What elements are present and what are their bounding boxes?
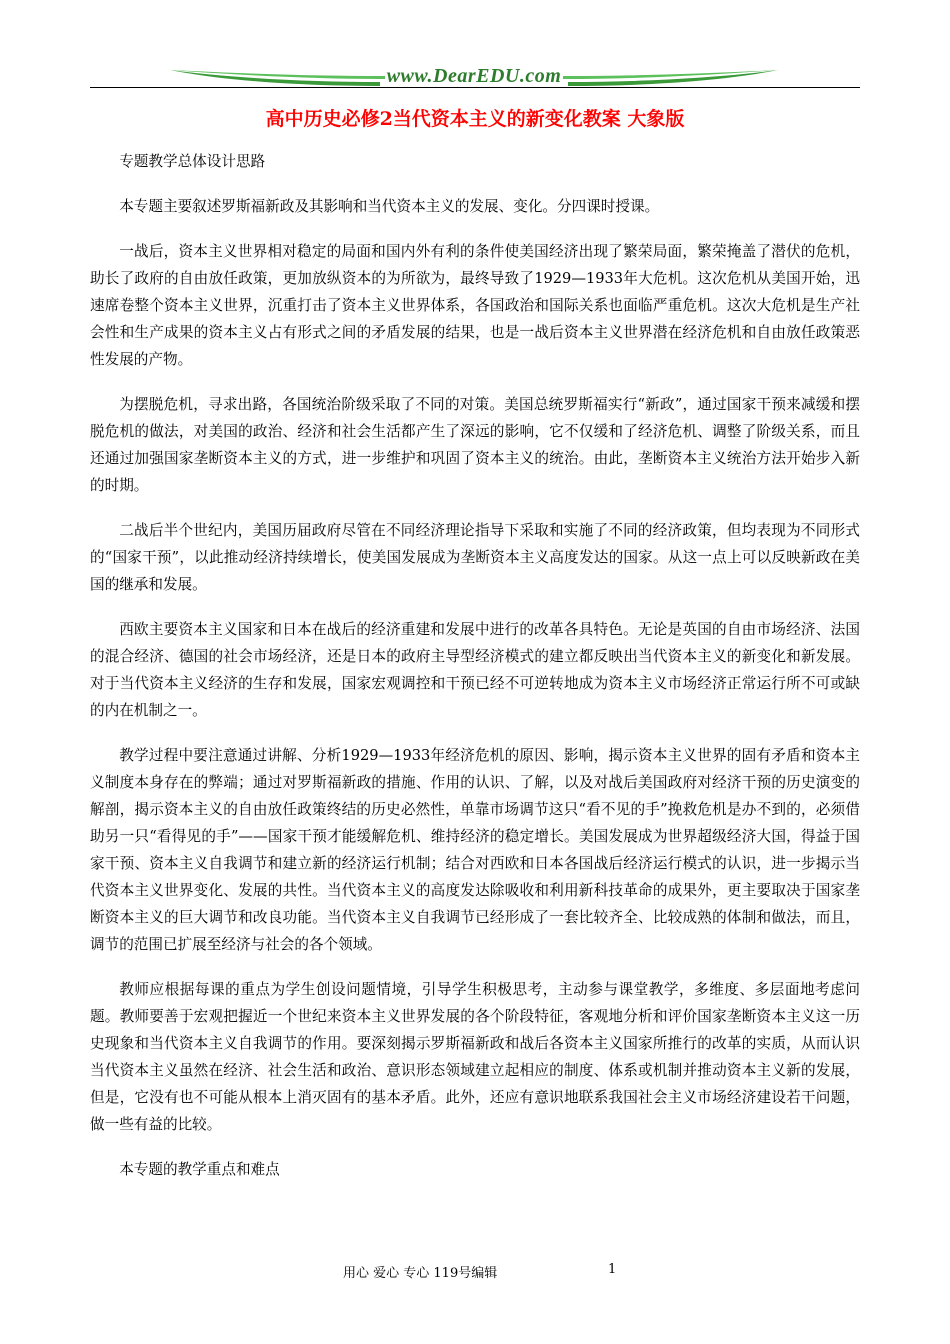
paragraph: 教学过程中要注意通过讲解、分析1929—1933年经济危机的原因、影响，揭示资本主义世界的固有矛盾和资本主义制度本身存在的弊端；通过对罗斯福新政的措施、作用的认识、了解，以及对战后美国政府对经济干预的历史演变的解剖，揭示资本主义的自由放任政策终结的历史必然性，单靠市场调节这只“看不见的手”挽救危机是办不到的，必须借助另一只“看得见的手”——国家干预才能缓解危机、维持经济的稳定增长。美国发展成为世界超级经济大国，得益于国家干预、资本主义自我调节和建立新的经济运行机制；结合对西欧和日本各国战后经济运行模式的认识，进一步揭示当代资本主义世界变化、发展的共性。当代资本主义的高度发达除吸收和利用新科技革命的成果外，更主要取决于国家垄断资本主义的巨大调节和改良功能。当代资本主义自我调节已经形成了一套比较齐全、比较成熟的体制和做法，而且，调节的范围已扩展至经济与社会的各个领域。: [90, 747, 860, 953]
paragraph: 本专题主要叙述罗斯福新政及其影响和当代资本主义的发展、变化。分四课时授课。: [119, 198, 660, 215]
paragraph: 一战后，资本主义世界相对稳定的局面和国内外有利的条件使美国经济出现了繁荣局面，繁荣掩盖了潜伏的危机，助长了政府的自由放任政策，更加放纵资本的为所欲为，最终导致了1929—1933年大危机。这次危机从美国开始，迅速席卷整个资本主义世界，沉重打击了资本主义世界体系，各国政治和国际关系也面临严重危机。这次大危机是生产社会性和生产成果的资本主义占有形式之间的矛盾发展的结果，也是一战后资本主义世界潜在经济危机和自由放任政策恶性发展的产物。: [90, 243, 860, 368]
site-logo: [170, 62, 778, 90]
paragraph: 教师应根据每课的重点为学生创设问题情境，引导学生积极思考，主动参与课堂教学，多维度、多层面地考虑问题。教师要善于宏观把握近一个世纪来资本主义世界发展的各个阶段特征，客观地分析和评价国家垄断资本主义这一历史现象和当代资本主义自我调节的作用。要深刻揭示罗斯福新政和战后各资本主义国家所推行的改革的实质，从而认识当代资本主义虽然在经济、社会生活和政治、意识形态领域建立起相应的制度、体系或机制并推动资本主义新的发展，但是，它没有也不可能从根本上消灭固有的基本矛盾。此外，还应有意识地联系我国社会主义市场经济建设若干问题，做一些有益的比较。: [90, 981, 860, 1133]
paragraph: 二战后半个世纪内，美国历届政府尽管在不同经济理论指导下采取和实施了不同的经济政策，但均表现为不同形式的“国家干预”，以此推动经济持续增长，使美国发展成为垄断资本主义高度发达的国家。从这一点上可以反映新政在美国的继承和发展。: [90, 522, 860, 593]
header-rule: [90, 87, 860, 88]
paragraph: 为摆脱危机，寻求出路，各国统治阶级采取了不同的对策。美国总统罗斯福实行“新政”，通过国家干预来减缓和摆脱危机的做法，对美国的政治、经济和社会生活都产生了深远的影响，它不仅缓和了经济危机、调整了阶级关系，而且还通过加强国家垄断资本主义的方式，进一步维护和巩固了资本主义的统治。由此，垄断资本主义统治方法开始步入新的时期。: [90, 396, 860, 494]
paragraph: 本专题的教学重点和难点: [119, 1161, 280, 1178]
footer-text: 用心 爱心 专心 119号编辑: [343, 1266, 498, 1281]
document-title: 高中历史必修2当代资本主义的新变化教案 大象版: [265, 108, 685, 130]
paragraph: 专题教学总体设计思路: [119, 153, 266, 170]
document-body: [90, 148, 860, 1201]
paragraph: 西欧主要资本主义国家和日本在战后的经济重建和发展中进行的改革各具特色。无论是英国的自由市场经济、法国的混合经济、德国的社会市场经济，还是日本的政府主导型经济模式的建立都反映出当代资本主义的新变化和新发展。对于当代资本主义经济的生存和发展，国家宏观调控和干预已经不可逆转地成为资本主义市场经济正常运行所不可或缺的内在机制之一。: [90, 621, 860, 719]
page-number: 1: [608, 1262, 617, 1277]
logo-text: www.DearEDU.com: [386, 65, 562, 87]
